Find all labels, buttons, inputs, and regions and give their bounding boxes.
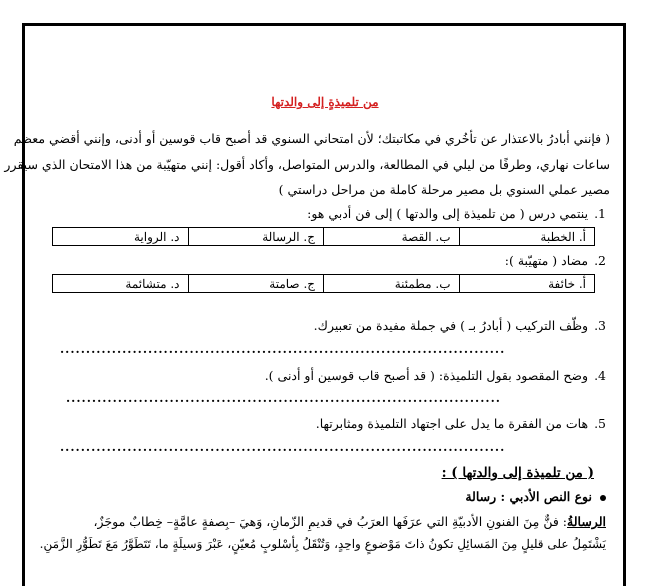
option-b[interactable]: ب. القصة (324, 228, 460, 246)
options-table-2 (52, 274, 595, 293)
page-title: من تلميذةٍ إلى والدتها (271, 95, 379, 109)
text-type-bullet (465, 489, 606, 504)
question-4 (265, 368, 606, 383)
question-1 (307, 206, 606, 221)
question-number: 5. (594, 416, 606, 431)
section-heading: ( من تلميذة إلى والدتها ) : (441, 465, 594, 481)
question-text: هات من الفقرة ما يدل على اجتهاد التلميذة ومثابرتها. (315, 416, 589, 431)
question-number: 1. (594, 206, 606, 221)
option-b[interactable]: ب. مطمئنة (324, 275, 460, 293)
option-d[interactable]: د. متشائمة (53, 275, 189, 293)
option-d[interactable]: د. الرواية (53, 228, 189, 246)
definition-label: الرسالةُ (567, 514, 606, 529)
question-2 (505, 253, 606, 268)
options-table-1 (52, 227, 595, 246)
question-number: 4. (594, 368, 606, 383)
question-5 (316, 416, 606, 431)
option-a[interactable]: أ. خائفة (459, 275, 595, 293)
option-c[interactable]: ج. الرسالة (188, 228, 324, 246)
bullet-icon (600, 495, 606, 501)
passage-line-3: مصير عملي السنوي بل مصير مرحلة كاملة من مراحل دراستي ) (278, 182, 610, 197)
option-c[interactable]: ج. صامتة (188, 275, 324, 293)
bullet-text: نوع النص الأدبي : رسالة (465, 489, 592, 504)
answer-line-4[interactable]: .................................................................................... (66, 391, 501, 405)
question-text: ينتمي درس ( من تلميذة إلى والدتها ) إلى فن أدبي هو: (307, 206, 589, 221)
definition-line-1 (93, 514, 606, 529)
question-3 (314, 318, 606, 333)
question-number: 2. (594, 253, 606, 268)
question-text: وظّف التركيب ( أبادرُ بـ ) في جملة مفيدة من تعبيرك. (313, 318, 589, 333)
answer-line-5[interactable]: ...................................................................................... (60, 440, 506, 454)
question-number: 3. (594, 318, 606, 333)
answer-line-3[interactable]: ...................................................................................... (60, 342, 506, 356)
passage-line-1: ( فإنني أبادرُ بالاعتذار عن تأخُري في مكاتبتك؛ لأن امتحاني السنوي قد أصبح قاب قوسين أو أدنى، وإنني أقضي معظم (13, 131, 610, 146)
question-text: مضاد ( متهيّبة ): (504, 253, 589, 268)
definition-line-2: يَشْتَمِلُ على قليلٍ مِنَ المَسائِلِ تكونُ ذاتَ مَوْضوعٍ واحِدٍ، وَتُنْقَلُ بِأسْلوبٍ مُعيّنٍ، عَبْرَ وَسيلَةٍ ما، تَتَطَوَّرُ مَعَ تَطَوُّرِ الزَّمَنِ. (39, 537, 606, 551)
option-a[interactable]: أ. الخطبة (459, 228, 595, 246)
question-text: وضح المقصود بقول التلميذة: ( قد أصبح قاب قوسين أو أدنى ). (264, 368, 589, 383)
passage-line-2: ساعات نهاري، وطرفًا من ليلي في المطالعة، والدرس المتواصل، وأكاد أقول: إنني متهيّبة من هذا الامتحان الذي سيقرر (4, 157, 610, 172)
definition-text: : فنٌّ مِنَ الفنونِ الأدبيّةِ التي عرَفَها العرَبُ في قديمِ الزّمانِ، وَهيَ –بِصفةٍ عامَّةٍ– خِطابٌ موجَزٌ، (93, 514, 568, 529)
